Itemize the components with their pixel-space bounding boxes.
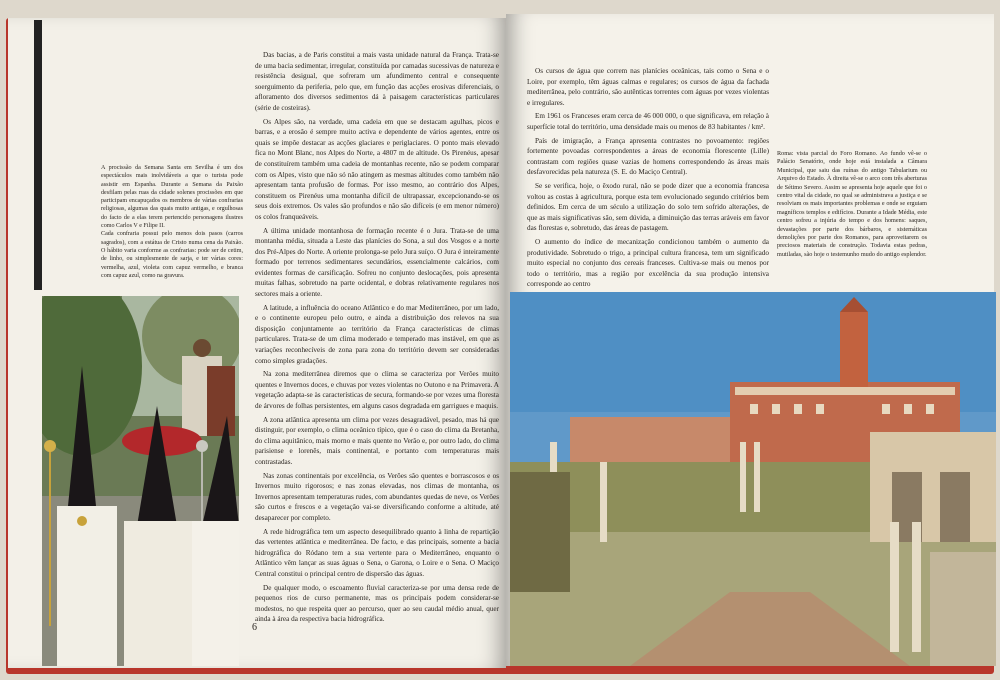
caption-paragraph: Roma: vista parcial do Foro Romano. Ao fundo vê-se o Palácio Senatório, onde hoje está instalada a Câmara Municipal, que saiu das ruínas do antigo Tabularium ou Arquivo do Estado. À direita vê-se o arco com três aberturas de Sétimo Severo. Assim se apresenta hoje aquele que foi o centro vital da cidade, no qual se administrava a justiça e se resolviam os mais importantes problemas e onde se erguiam magníficos templos e edifícios. Durante a Idade Média, este centro sofreu a injúria do tempo e dos homens: saques, devastações por parte dos bárbaros, e sistemáticas demolições por parte dos Romanos, para aproveitarem os preciosos materiais de construção. Todavia estas pedras, mutiladas, são hoje o testemunho mudo do antigo esplendor. — [777, 150, 927, 258]
body-paragraph: A zona atlântica apresenta um clima por vezes desagradável, pesado, mas há que distinguir, por exemplo, o clima oceânico típico, que é o caso do clima da Bretanha, do clima aquitânico, mais morno e mais quente no Verão e, por outro lado, do clima parisiense e lorenês, mais continental, e portanto com temperaturas mais contrastadas. — [255, 415, 499, 466]
body-paragraph: Em 1961 os Franceses eram cerca de 46 000 000, o que significava, em relação à superfície total do território, uma densidade mais ou menos de 83 habitantes / km². — [527, 112, 769, 131]
body-paragraph: Das bacias, a de Paris constitui a mais vasta unidade natural da França. Trata-se de uma bacia sedimentar, irregular, constituída por camadas sucessivas de natureza e resistência desigual, que sofreram um afundimento central e consequente soerguimento da periferia, pelo que, em função das acções erosivas diferenciais, o afloramento dos diversos sedimentos dá à paisagem características particulares (série de costeiras). — [255, 51, 499, 112]
body-paragraph: Os cursos de água que correm nas planícies oceânicas, tais como o Sena e o Loire, por exemplo, têm águas calmas e regulares; os cursos de água da fachada mediterrânea, pelo contrário, são autênticas torrentes com águas por vezes violentas e irregulares. — [527, 67, 769, 107]
body-paragraph: O aumento do índice de mecanização condicionou também o aumento da produtividade. Sobretudo o trigo, a principal cultura francesa, tem um significado muito especial no conjunto dos cereais franceses. Cultiva-se mais ou menos por todo o território, mas a região por excelência da sua produção intensiva corresponde ao centro — [527, 237, 769, 289]
body-paragraph: De qualquer modo, o escoamento fluvial caracteriza-se por uma densa rede de pequenos rios de curso permanente, mas os principais podem considerar-se modestos, no que respeita quer ao percurso, quer ao seu caudal médio anual, quer ainda à área da respectiva bacia hidrográfica. — [255, 583, 499, 624]
body-paragraph: Os Alpes são, na verdade, uma cadeia em que se destacam agulhas, picos e barras, e a erosão é sempre muito activa e dependente de vários agentes, entre os quais se impõe destacar as acções glaciares e periglaciares. O ponto mais elevado fica no Mont Blanc, nos Alpes do Norte, a 4807 m de altitude. Os Pirenéus, apesar de constituírem também uma cadeia de montanhas recente, não se podem comparar com os Alpes, visto que não só não atingem as mesmas altitudes como também não apresentam tanta profusão de formas. Por isso mesmo, ao contrário dos Alpes, constituem os Pirenéus uma montanha difícil de ultrapassar, excepcionando-se os seus dois extremos. Os vales são profundos e não são difíceis (e em menor número) os colos franqueáveis. — [255, 117, 499, 221]
body-paragraph: A latitude, a influência do oceano Atlântico e do mar Mediterrâneo, por um lado, e o continente europeu pelo outro, e ainda a distribuição dos relevos na sua disposição conjuntamente ao território da França características de climas particulares. Trata-se de um clima moderado e temperado mas instável, em que as variações reconhecíveis de zona para zona do território devem ser consideradas como simples gradações. — [255, 303, 499, 365]
right-photo-caption — [777, 150, 927, 259]
body-paragraph: Na zona mediterrânea diremos que o clima se caracteriza por Verões muito quentes e Invernos doces, e chuvas por vezes violentas no Outono e na Primavera. A vegetação adapta-se às características de secura, formando-se por vezes uma floresta de árvores de folhas persistentes, em alguns casos degradada em garrigues e maquis. — [255, 370, 499, 410]
semana-santa-photo — [42, 296, 239, 666]
right-text-column — [527, 66, 769, 293]
body-paragraph: Se se verifica, hoje, o êxodo rural, não se pode dizer que a economia francesa voltou as costas à agricultura, porque esta tem evolucionado segundo critérios bem definidos. Em cerca de um século a utilização do solo tem sofrido alterações, de que as mais significativas são, sem dúvida, a diminuição das terras aráveis em favor das florestas e, sobretudo, das áreas de pastagem. — [527, 181, 769, 233]
body-paragraph: País de imigração, a França apresenta contrastes no povoamento: regiões fortemente povoadas correspondentes a áreas de economia florescente (Lille) contrastam com regiões quase vazias de homens correspondendo às áreas mais desfavorecidas pela natureza (S. E. do Maciço Central). — [527, 136, 769, 177]
middle-text-column — [255, 50, 499, 628]
body-paragraph: Nas zonas continentais por excelência, os Verões são quentes e borrascosos e os Invernos muito rigorosos; e nas zonas elevadas, nos climas de montanha, os Invernos apresentam temperaturas rudes, com abundantes quedas de neve, os Verões são curtos e frescos e a vegetação vai-se diversificando conforme a altitude, até desaparecer por completo. — [255, 471, 499, 522]
binding-strip — [34, 20, 42, 290]
open-book — [0, 8, 1000, 676]
body-paragraph: A última unidade montanhosa de formação recente é o Jura. Trata-se de uma montanha média, situada a Leste das planícies do Sona, a sul dos Vosgos e a norte dos Pré-Alpes do Norte. A oriente prolonga-se pelo Jura suíço. O Jura é inteiramente formado por terrenos sedimentares secundários, essencialmente calcários, com evidentes formas de carsificação. Sofreu no conjunto deslocações, pois apresenta muitas falhas, sobretudo na parte ocidental, e dobras relativamente regulares nos sectores mais a oriente. — [255, 226, 499, 299]
caption-paragraph: Cada confraria possui pelo menos dois pasos (carros sagrados), com a estátua de Cristo numa cena da Paixão. O hábito varia conforme as confrarias: pode ser de cetim, de linho, ou simplesmente de sarja, e ter várias cores: vermelha, azul, violeta com capuz vermelho, e branca com capuz azul, como na gravura. — [101, 231, 243, 279]
left-photo-caption — [101, 164, 243, 280]
caption-paragraph: A procissão da Semana Santa em Sevilha é um dos espectáculos mais inolvidáveis a que o turista pode assistir em Espanha. Durante a Semana da Paixão desfilam pelas ruas da cidade solenes procissões em que participam encapuçados os membros de várias confrarias religiosas, algumas das quais muito antigas, e orgulhosas do facto de a elas terem pertencido personagens ilustres como Carlos V e Filipe II. — [101, 165, 243, 230]
roman-forum-photo — [510, 292, 996, 666]
page-number: 6 — [252, 622, 257, 633]
body-paragraph: A rede hidrográfica tem um aspecto desequilibrado quanto à linha de repartição das vertentes atlântica e mediterrânea. De facto, e das principais, somente a bacia hidrográfica do Ródano tem a sua vertente para o Mediterrâneo, enquanto o Atlântico vêm lançar as suas águas o Sena, o Garona, o Loire e o Sena. O Maciço Central constitui o principal centro de dispersão das águas. — [255, 527, 499, 578]
